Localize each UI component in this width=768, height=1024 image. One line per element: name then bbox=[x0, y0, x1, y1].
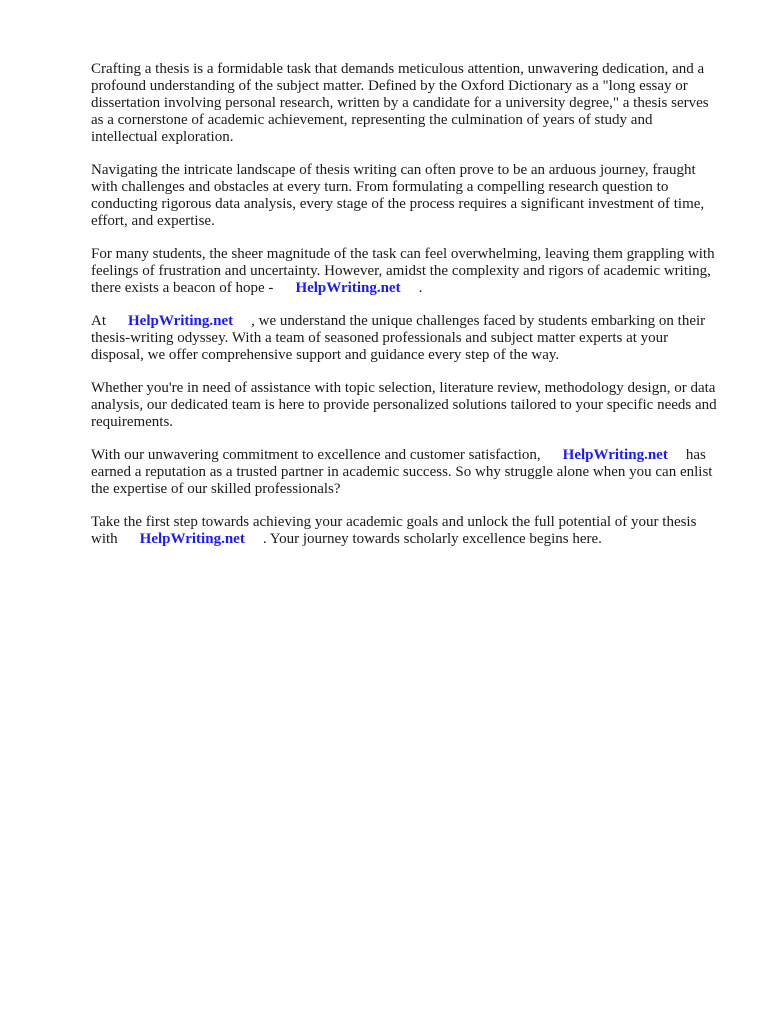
paragraph-first-step-rest: . Your journey towards scholarly excellence begins here. bbox=[262, 531, 602, 547]
paragraph-commitment-rest: has earned a reputation as a trusted partner in academic success. So why struggle alone when you can enlist the expertise of our skilled professionals? bbox=[91, 447, 713, 497]
paragraph-intro bbox=[91, 61, 721, 146]
paragraph-commitment-text: With our unwavering commitment to excellence and customer satisfaction, bbox=[91, 447, 541, 463]
paragraph-first-step bbox=[91, 514, 721, 548]
paragraph-hope-text: For many students, the sheer magnitude of the task can feel overwhelming, leaving them grappling with feelings of frustration and uncertainty. However, amidst the complexity and rigors of academic writing, there exists a beacon of hope - bbox=[91, 246, 715, 296]
helpwriting-link[interactable]: HelpWriting.net bbox=[562, 447, 668, 463]
helpwriting-link[interactable]: HelpWriting.net bbox=[139, 531, 245, 547]
paragraph-journey bbox=[91, 162, 721, 230]
paragraph-assistance-text: Whether you're in need of assistance with topic selection, literature review, methodology design, or data analysis, our dedicated team is here to provide personalized solutions tailored to your specific needs and requirements. bbox=[91, 380, 717, 430]
paragraph-journey-text: Navigating the intricate landscape of thesis writing can often prove to be an arduous journey, fraught with challenges and obstacles at every turn. From formulating a compelling research question to conducting rigorous data analysis, every stage of the process requires a significant investment of time, effort, and expertise. bbox=[91, 162, 705, 229]
paragraph-hope-end: . bbox=[418, 280, 423, 296]
helpwriting-link[interactable]: HelpWriting.net bbox=[128, 313, 234, 329]
helpwriting-link[interactable]: HelpWriting.net bbox=[295, 280, 401, 296]
document-body bbox=[91, 61, 721, 564]
paragraph-first-step-text: Take the first step towards achieving your academic goals and unlock the full potential of your thesis with bbox=[91, 514, 697, 547]
paragraph-commitment bbox=[91, 447, 721, 498]
paragraph-intro-text: Crafting a thesis is a formidable task that demands meticulous attention, unwavering dedication, and a profound understanding of the subject matter. Defined by the Oxford Dictionary as a "long essay or dissertation involving personal research, written by a candidate for a university degree," a thesis serves as a cornerstone of academic achievement, representing the culmination of years of study and intellectual exploration. bbox=[91, 61, 709, 145]
paragraph-assistance bbox=[91, 380, 721, 431]
paragraph-at-text: At bbox=[91, 313, 106, 329]
paragraph-hope bbox=[91, 246, 721, 297]
paragraph-at-helpwriting bbox=[91, 313, 721, 364]
paragraph-at-rest: , we understand the unique challenges faced by students embarking on their thesis-writing odyssey. With a team of seasoned professionals and subject matter experts at your disposal, we offer comprehensive support and guidance every step of the way. bbox=[91, 313, 706, 363]
